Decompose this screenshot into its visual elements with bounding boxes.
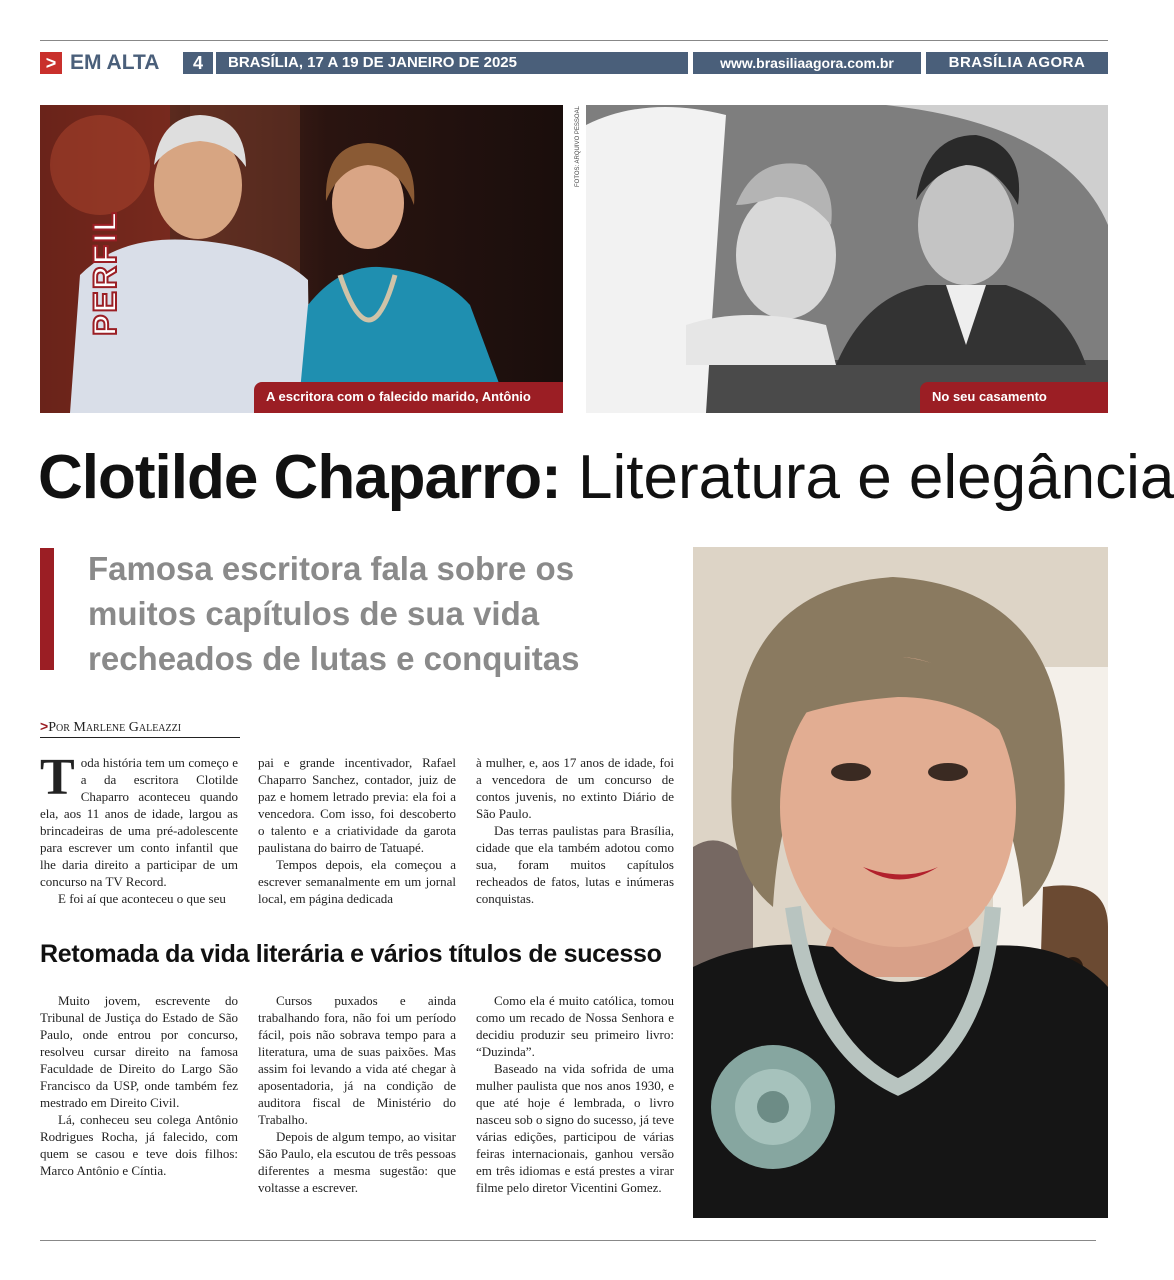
page-number: 4 xyxy=(183,52,213,74)
article-deck: Famosa escritora fala sobre os muitos capítulos de sua vida recheados de lutas e conquitas xyxy=(88,550,580,677)
site-url[interactable]: www.brasiliaagora.com.br xyxy=(693,52,921,74)
paragraph: E foi aí que aconteceu o que seu xyxy=(58,891,226,906)
paragraph: Lá, conheceu seu colega Antônio Rodrigues Rocha, já falecido, com quem se casou e teve dois filhos: Marco Antônio e Cíntia. xyxy=(40,1112,238,1178)
byline-rule xyxy=(40,737,240,738)
paragraph: Depois de algum tempo, ao visitar São Paulo, ela escutou de três pessoas diferentes a mesma sugestão: que voltasse a escrever. xyxy=(258,1129,456,1195)
photo-portrait xyxy=(693,547,1108,1218)
intro-column-1 xyxy=(40,749,238,907)
paragraph: Muito jovem, escrevente do Tribunal de Justiça do Estado de São Paulo, onde entrou por concurso, resolveu cursar direito na famosa Faculdade de Direito do Largo São Francisco da USP, onde também fez mestrado em Direito Civil. xyxy=(40,993,238,1110)
intro-column-2 xyxy=(258,754,456,907)
body-column-3 xyxy=(476,992,674,1196)
subhead: Retomada da vida literária e vários títulos de sucesso xyxy=(40,940,662,968)
photo-credit: FOTOS: ARQUIVO PESSOAL xyxy=(575,106,581,187)
bottom-rule xyxy=(40,1240,1096,1241)
paragraph: Tempos depois, ela começou a escrever semanalmente em um jornal local, em página dedicada xyxy=(258,857,456,906)
brand-name: BRASÍLIA AGORA xyxy=(926,52,1108,74)
title-light: Literatura e elegância xyxy=(560,443,1174,512)
intro-column-3 xyxy=(476,754,674,907)
body-column-2 xyxy=(258,992,456,1196)
photo-caption-left: A escritora com o falecido marido, Antônio Rocha xyxy=(254,382,563,413)
wedding-illustration xyxy=(586,105,1108,413)
portrait-illustration xyxy=(693,547,1108,1218)
paragraph: Toda história tem um começo e a da escritora Clotilde Chaparro aconteceu quando ela, aos 11 anos de idade, largou as brincadeiras de uma pré-adolescente para escrever um conto infantil que lhe daria direito a participar de um concurso na TV Record. xyxy=(40,749,238,889)
photo-wedding xyxy=(586,105,1108,413)
body-column-1 xyxy=(40,992,238,1179)
perfil-section-tag: PERFIL xyxy=(87,210,123,336)
chevron-right-icon: > xyxy=(40,52,62,74)
paragraph: Das terras paulistas para Brasília, cidade que ela também adotou como sua, foram muitos capítulos recheados de fatos, lutas e inúmeras conquistas. xyxy=(476,823,674,906)
paragraph: Baseado na vida sofrida de uma mulher paulista que nos anos 1930, e que até hoje é lembrada, o livro nasceu sob o signo do sucesso, já teve várias edições, participou de várias feiras internacionais, ganhou versão em três idiomas e está prestes a virar filme pelo diretor Vicentini Gomez. xyxy=(476,1061,674,1195)
dropcap: T xyxy=(40,749,75,806)
photo-caption-right: No seu casamento xyxy=(920,382,1108,413)
article-title xyxy=(38,440,1174,516)
paragraph: pai e grande incentivador, Rafael Chaparro Sanchez, contador, juiz de paz e homem letrado previa: ela foi a vencedora. Com isso, foi descoberto o talento e a criatividade da garota paulistana do bairro de Tatuapé. xyxy=(258,755,456,855)
byline xyxy=(40,716,181,738)
section-label: EM ALTA xyxy=(70,51,160,74)
byline-text: Por Marlene Galeazzi xyxy=(48,720,182,735)
deck-accent-bar xyxy=(40,548,54,670)
paragraph: à mulher, e, aos 17 anos de idade, foi a vencedora de um concurso de contos juvenis, no extinto Diário de São Paulo. xyxy=(476,755,674,821)
top-rule xyxy=(40,40,1108,41)
edition-date: BRASÍLIA, 17 A 19 DE JANEIRO DE 2025 xyxy=(216,52,688,74)
paragraph: Como ela é muito católica, tomou como um recado de Nossa Senhora e decidiu produzir seu primeiro livro: “Duzinda”. xyxy=(476,993,674,1059)
paragraph: Cursos puxados e ainda trabalhando fora, não foi um período fácil, pois não sobrava tempo para a literatura, uma de suas paixões. Mas assim foi levando a vida até chegar à aposentadoria, já na condição de auditora fiscal de Ministério do Trabalho. xyxy=(258,993,456,1127)
photo-couple xyxy=(40,105,563,434)
title-bold: Clotilde Chaparro: xyxy=(38,443,561,512)
chevron-right-icon: > xyxy=(40,718,49,734)
